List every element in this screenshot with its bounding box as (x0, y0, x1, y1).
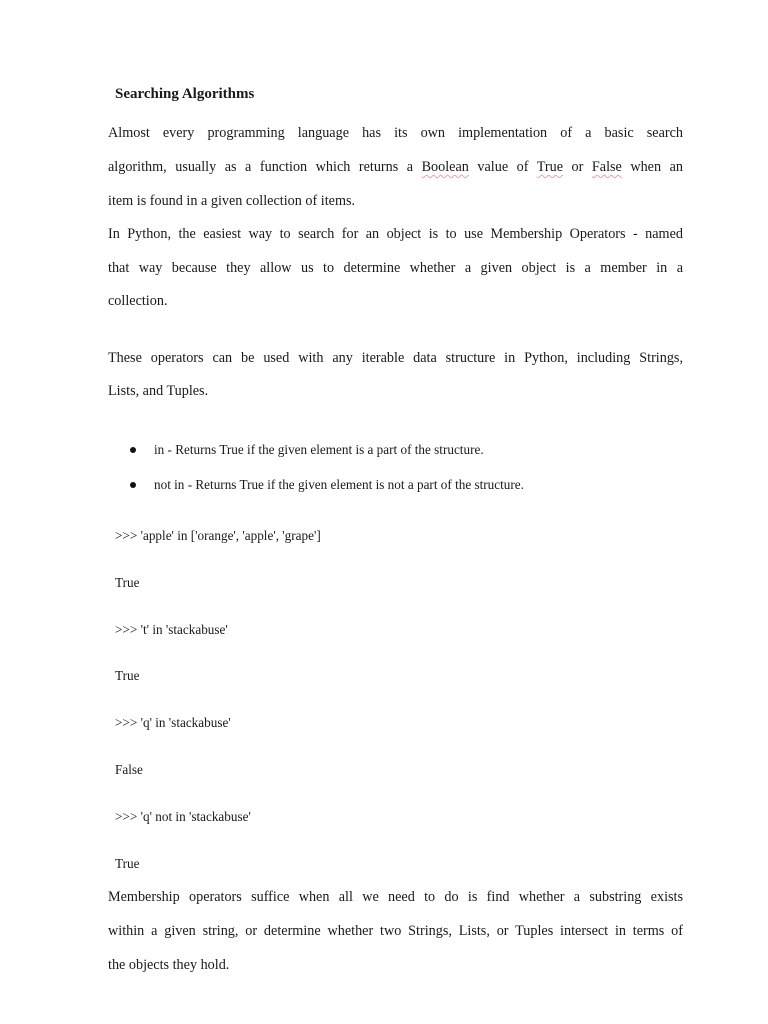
paragraph-1-line-2: algorithm, usually as a function which returns a Boolean value of True or False when an (108, 159, 683, 175)
paragraph-4-line-3: the objects they hold. (108, 957, 230, 973)
code-line: >>> 'apple' in ['orange', 'apple', 'grape'] (115, 528, 321, 543)
code-output: True (115, 668, 140, 683)
code-output: False (115, 762, 143, 777)
section-heading: Searching Algorithms (115, 86, 255, 102)
paragraph-1-line-1: Almost every programming language has its own implementation of a basic search (108, 125, 683, 141)
code-output: True (115, 575, 140, 590)
code-output: True (115, 856, 140, 871)
paragraph-3-line-2: Lists, and Tuples. (108, 383, 209, 399)
list-item: in - Returns True if the given element is a part of the structure. (130, 440, 524, 475)
true-term: True (536, 159, 564, 175)
paragraph-2-line-3: collection. (108, 293, 168, 309)
bullet-icon (130, 482, 136, 488)
paragraph-4-line-1: Membership operators suffice when all we need to do is find whether a substring exists (108, 889, 683, 905)
paragraph-2-line-1: In Python, the easiest way to search for an object is to use Membership Operators - named (108, 226, 683, 242)
bullet-icon (130, 447, 136, 453)
operator-list (130, 440, 524, 510)
paragraph-4-line-2: within a given string, or determine whether two Strings, Lists, or Tuples intersect in terms of (108, 923, 683, 939)
list-item: not in - Returns True if the given element is not a part of the structure. (130, 475, 524, 510)
code-line: >>> 'q' in 'stackabuse' (115, 715, 231, 730)
code-line: >>> 'q' not in 'stackabuse' (115, 809, 251, 824)
paragraph-1-line-3: item is found in a given collection of items. (108, 193, 356, 209)
paragraph-2-line-2: that way because they allow us to determine whether a given object is a member in a (108, 260, 683, 276)
boolean-term: Boolean (421, 159, 469, 175)
code-line: >>> 't' in 'stackabuse' (115, 622, 228, 637)
paragraph-3-line-1: These operators can be used with any iterable data structure in Python, including Strings, (108, 350, 683, 366)
false-term: False (591, 159, 622, 175)
